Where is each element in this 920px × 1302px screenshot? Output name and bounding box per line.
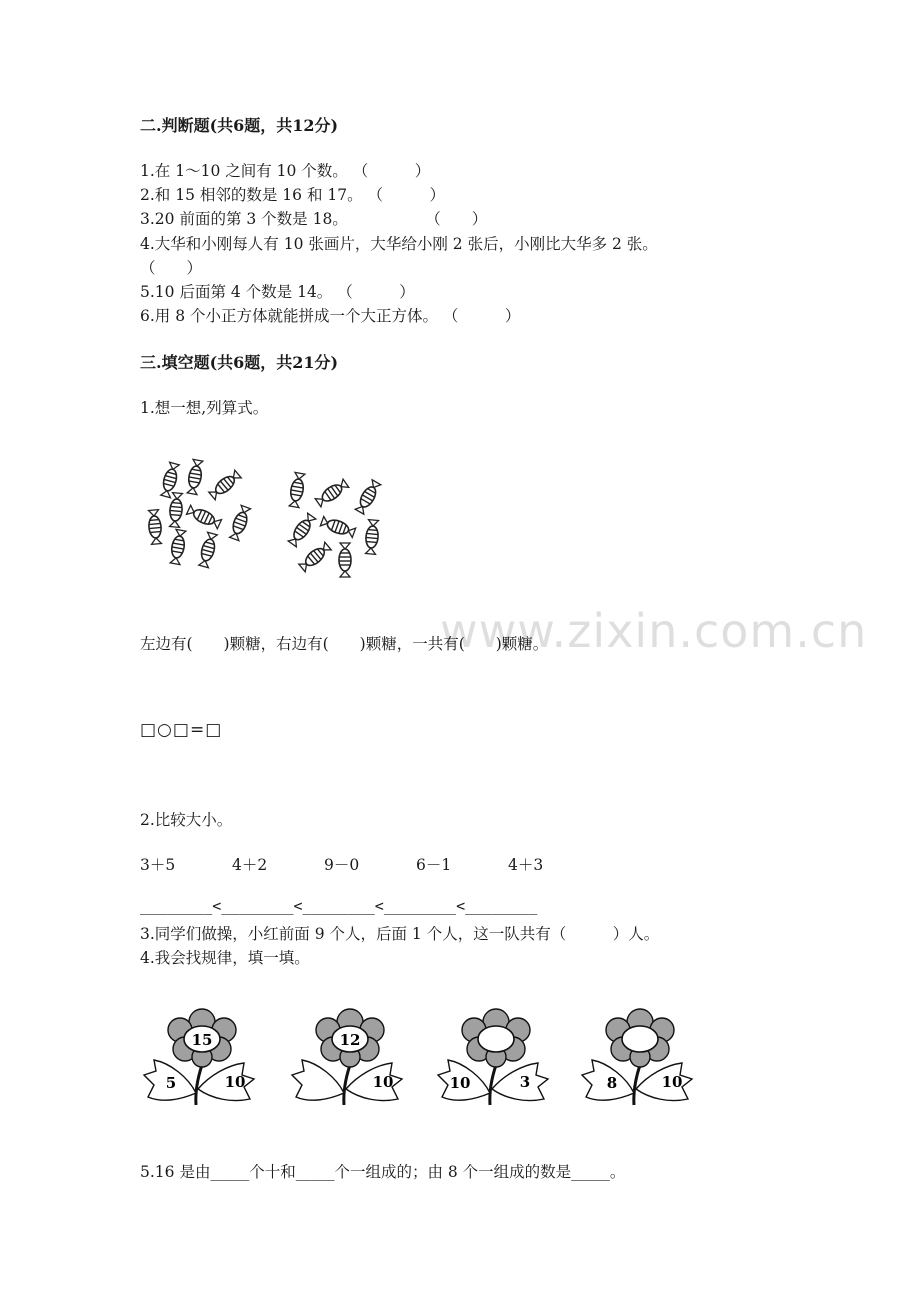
flower-3-left-leaf: 10 bbox=[449, 1074, 471, 1092]
section-2-heading: 二.判断题(共6题，共12分) bbox=[140, 116, 339, 135]
watermark: www.zixin.com.cn bbox=[440, 604, 868, 658]
fill-q5: 5.16 是由_____个十和_____个一组成的；由 8 个一组成的数是_____。 bbox=[140, 1163, 626, 1181]
fill-q2-prompt: 2.比较大小。 bbox=[140, 811, 233, 829]
judge-item-4: 4.大华和小刚每人有 10 张画片，大华给小刚 2 张后，小刚比大华多 2 张。 bbox=[140, 235, 658, 253]
flower-2 bbox=[292, 1009, 402, 1105]
compare-expr-4: 6－1 bbox=[416, 856, 452, 874]
left-candy-group bbox=[148, 459, 252, 568]
judge-item-2: 2.和 15 相邻的数是 16 和 17。 （ ） bbox=[140, 186, 446, 204]
fill-q1-prompt: 1.想一想,列算式。 bbox=[140, 399, 269, 417]
judge-item-1: 1.在 1～10 之间有 10 个数。 （ ） bbox=[140, 162, 431, 180]
flower-1-center: 15 bbox=[191, 1031, 213, 1049]
fill-q4-prompt: 4.我会找规律，填一填。 bbox=[140, 949, 310, 967]
fill-q1-equation: □○□=□ bbox=[140, 720, 223, 740]
judge-item-3: 3.20 前面的第 3 个数是 18。 （ ） bbox=[140, 210, 488, 228]
compare-expr-1: 3＋5 bbox=[140, 856, 176, 874]
flower-1-right-leaf: 10 bbox=[224, 1073, 246, 1091]
flower-1-left-leaf: 5 bbox=[165, 1074, 177, 1092]
flower-4-right-leaf: 10 bbox=[661, 1073, 683, 1091]
fill-q1-sentence: 左边有( )颗糖，右边有( )颗糖，一共有( )颗糖。 bbox=[140, 635, 549, 653]
candies-illustration bbox=[140, 455, 400, 580]
flower-4-left-leaf: 8 bbox=[606, 1074, 618, 1092]
flower-3 bbox=[438, 1009, 548, 1105]
flower-1 bbox=[144, 1009, 254, 1105]
judge-item-4-bracket: （ ） bbox=[140, 259, 203, 277]
fill-q3: 3.同学们做操，小红前面 9 个人，后面 1 个人，这一队共有（ ）人。 bbox=[140, 925, 660, 943]
flower-pattern bbox=[140, 1005, 710, 1110]
section-3-heading: 三.填空题(共6题，共21分) bbox=[140, 353, 339, 372]
compare-blanks: ________<________<________<________<________ bbox=[140, 897, 538, 915]
flower-4 bbox=[582, 1009, 692, 1105]
judge-item-5: 5.10 后面第 4 个数是 14。 （ ） bbox=[140, 283, 415, 301]
flower-2-right-leaf: 10 bbox=[372, 1073, 394, 1091]
flower-2-center: 12 bbox=[339, 1031, 361, 1049]
flower-3-right-leaf: 3 bbox=[519, 1073, 531, 1091]
judge-item-6: 6.用 8 个小正方体就能拼成一个大正方体。 （ ） bbox=[140, 307, 521, 325]
right-candy-group bbox=[287, 472, 381, 577]
compare-expr-5: 4＋3 bbox=[508, 856, 544, 874]
compare-expr-3: 9－0 bbox=[324, 856, 360, 874]
compare-expr-2: 4＋2 bbox=[232, 856, 268, 874]
